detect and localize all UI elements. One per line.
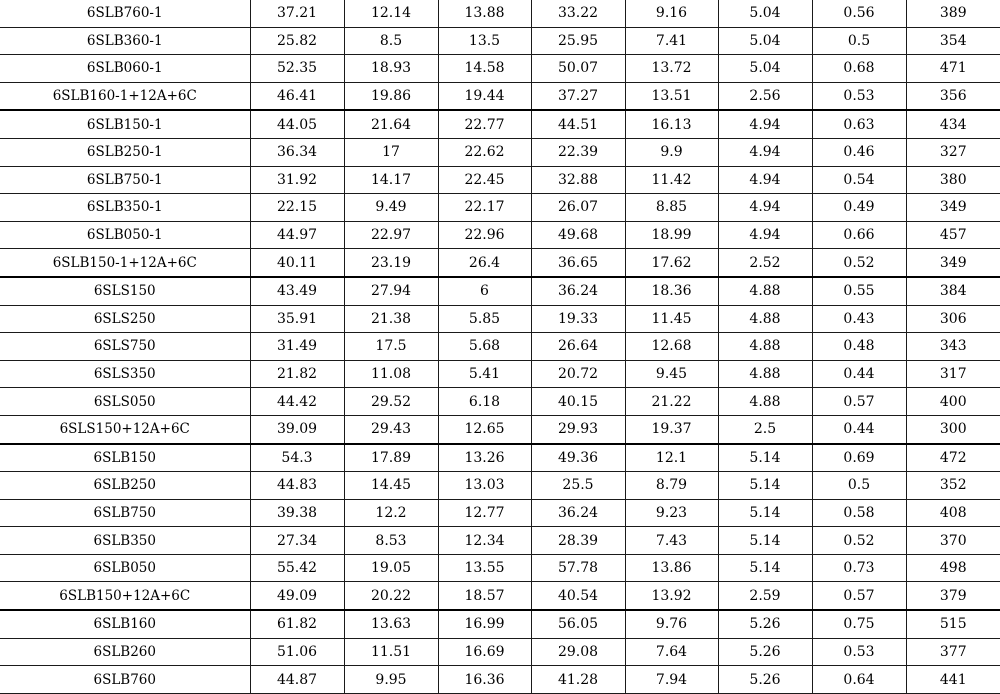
value-cell: 0.5 xyxy=(812,27,906,55)
value-cell: 0.63 xyxy=(812,110,906,138)
value-cell: 0.55 xyxy=(812,277,906,305)
value-cell: 9.49 xyxy=(344,194,438,222)
value-cell: 9.23 xyxy=(625,499,718,527)
value-cell: 29.43 xyxy=(344,415,438,443)
table-row xyxy=(0,166,1000,194)
value-cell: 0.58 xyxy=(812,499,906,527)
value-cell: 349 xyxy=(906,194,1000,222)
value-cell: 29.52 xyxy=(344,388,438,416)
value-cell: 13.26 xyxy=(438,444,531,472)
row-name-cell: 6SLB750 xyxy=(0,499,250,527)
value-cell: 5.14 xyxy=(718,499,812,527)
table-row xyxy=(0,333,1000,361)
value-cell: 0.53 xyxy=(812,82,906,110)
value-cell: 17.62 xyxy=(625,249,718,277)
table-row xyxy=(0,472,1000,500)
table-row xyxy=(0,554,1000,582)
value-cell: 5.26 xyxy=(718,638,812,666)
value-cell: 13.55 xyxy=(438,554,531,582)
value-cell: 17 xyxy=(344,138,438,166)
value-cell: 6 xyxy=(438,277,531,305)
value-cell: 343 xyxy=(906,333,1000,361)
value-cell: 5.41 xyxy=(438,360,531,388)
value-cell: 0.44 xyxy=(812,415,906,443)
value-cell: 49.36 xyxy=(531,444,625,472)
value-cell: 0.52 xyxy=(812,527,906,555)
value-cell: 0.75 xyxy=(812,610,906,638)
value-cell: 7.41 xyxy=(625,27,718,55)
value-cell: 13.88 xyxy=(438,0,531,27)
value-cell: 61.82 xyxy=(250,610,344,638)
value-cell: 12.68 xyxy=(625,333,718,361)
table-row xyxy=(0,638,1000,666)
table-row xyxy=(0,582,1000,610)
table-row xyxy=(0,221,1000,249)
value-cell: 457 xyxy=(906,221,1000,249)
table-row xyxy=(0,55,1000,83)
value-cell: 29.93 xyxy=(531,415,625,443)
value-cell: 11.51 xyxy=(344,638,438,666)
table-row xyxy=(0,0,1000,27)
value-cell: 36.34 xyxy=(250,138,344,166)
value-cell: 22.45 xyxy=(438,166,531,194)
value-cell: 515 xyxy=(906,610,1000,638)
value-cell: 2.56 xyxy=(718,82,812,110)
value-cell: 4.88 xyxy=(718,277,812,305)
value-cell: 13.03 xyxy=(438,472,531,500)
value-cell: 12.65 xyxy=(438,415,531,443)
value-cell: 400 xyxy=(906,388,1000,416)
value-cell: 370 xyxy=(906,527,1000,555)
value-cell: 5.68 xyxy=(438,333,531,361)
value-cell: 37.21 xyxy=(250,0,344,27)
row-name-cell: 6SLB350 xyxy=(0,527,250,555)
value-cell: 408 xyxy=(906,499,1000,527)
value-cell: 0.5 xyxy=(812,472,906,500)
row-name-cell: 6SLB260 xyxy=(0,638,250,666)
value-cell: 5.14 xyxy=(718,472,812,500)
value-cell: 0.57 xyxy=(812,582,906,610)
value-cell: 44.05 xyxy=(250,110,344,138)
row-name-cell: 6SLB750-1 xyxy=(0,166,250,194)
value-cell: 13.51 xyxy=(625,82,718,110)
row-name-cell: 6SLB150 xyxy=(0,444,250,472)
value-cell: 29.08 xyxy=(531,638,625,666)
value-cell: 7.94 xyxy=(625,666,718,694)
value-cell: 44.87 xyxy=(250,666,344,694)
value-cell: 27.34 xyxy=(250,527,344,555)
row-name-cell: 6SLB150+12A+6C xyxy=(0,582,250,610)
value-cell: 39.09 xyxy=(250,415,344,443)
value-cell: 12.2 xyxy=(344,499,438,527)
value-cell: 49.09 xyxy=(250,582,344,610)
value-cell: 5.85 xyxy=(438,305,531,333)
value-cell: 54.3 xyxy=(250,444,344,472)
value-cell: 43.49 xyxy=(250,277,344,305)
value-cell: 377 xyxy=(906,638,1000,666)
row-name-cell: 6SLB250-1 xyxy=(0,138,250,166)
value-cell: 41.28 xyxy=(531,666,625,694)
value-cell: 5.26 xyxy=(718,666,812,694)
value-cell: 4.88 xyxy=(718,305,812,333)
value-cell: 26.07 xyxy=(531,194,625,222)
value-cell: 39.38 xyxy=(250,499,344,527)
value-cell: 0.57 xyxy=(812,388,906,416)
value-cell: 13.92 xyxy=(625,582,718,610)
value-cell: 12.77 xyxy=(438,499,531,527)
value-cell: 300 xyxy=(906,415,1000,443)
row-name-cell: 6SLS350 xyxy=(0,360,250,388)
value-cell: 5.14 xyxy=(718,444,812,472)
value-cell: 389 xyxy=(906,0,1000,27)
value-cell: 44.83 xyxy=(250,472,344,500)
value-cell: 25.95 xyxy=(531,27,625,55)
value-cell: 17.89 xyxy=(344,444,438,472)
value-cell: 19.33 xyxy=(531,305,625,333)
value-cell: 498 xyxy=(906,554,1000,582)
row-name-cell: 6SLB760-1 xyxy=(0,0,250,27)
value-cell: 16.99 xyxy=(438,610,531,638)
value-cell: 11.08 xyxy=(344,360,438,388)
value-cell: 0.44 xyxy=(812,360,906,388)
value-cell: 22.17 xyxy=(438,194,531,222)
value-cell: 0.66 xyxy=(812,221,906,249)
value-cell: 13.63 xyxy=(344,610,438,638)
value-cell: 49.68 xyxy=(531,221,625,249)
value-cell: 5.26 xyxy=(718,610,812,638)
value-cell: 8.79 xyxy=(625,472,718,500)
value-cell: 0.73 xyxy=(812,554,906,582)
value-cell: 4.94 xyxy=(718,110,812,138)
value-cell: 379 xyxy=(906,582,1000,610)
value-cell: 0.52 xyxy=(812,249,906,277)
value-cell: 5.04 xyxy=(718,0,812,27)
value-cell: 19.86 xyxy=(344,82,438,110)
value-cell: 21.38 xyxy=(344,305,438,333)
value-cell: 19.05 xyxy=(344,554,438,582)
table-row xyxy=(0,249,1000,277)
value-cell: 21.64 xyxy=(344,110,438,138)
value-cell: 20.22 xyxy=(344,582,438,610)
table-row xyxy=(0,666,1000,694)
table-row xyxy=(0,360,1000,388)
value-cell: 13.72 xyxy=(625,55,718,83)
value-cell: 13.5 xyxy=(438,27,531,55)
row-name-cell: 6SLB060-1 xyxy=(0,55,250,83)
table-row xyxy=(0,444,1000,472)
value-cell: 11.42 xyxy=(625,166,718,194)
value-cell: 4.94 xyxy=(718,194,812,222)
row-name-cell: 6SLB250 xyxy=(0,472,250,500)
table-row xyxy=(0,277,1000,305)
value-cell: 12.14 xyxy=(344,0,438,27)
value-cell: 0.69 xyxy=(812,444,906,472)
value-cell: 36.65 xyxy=(531,249,625,277)
value-cell: 4.88 xyxy=(718,388,812,416)
value-cell: 36.24 xyxy=(531,499,625,527)
row-name-cell: 6SLS250 xyxy=(0,305,250,333)
row-name-cell: 6SLS150 xyxy=(0,277,250,305)
value-cell: 11.45 xyxy=(625,305,718,333)
value-cell: 0.53 xyxy=(812,638,906,666)
value-cell: 7.64 xyxy=(625,638,718,666)
value-cell: 0.64 xyxy=(812,666,906,694)
value-cell: 8.53 xyxy=(344,527,438,555)
row-name-cell: 6SLB160 xyxy=(0,610,250,638)
table-row xyxy=(0,138,1000,166)
value-cell: 12.34 xyxy=(438,527,531,555)
value-cell: 35.91 xyxy=(250,305,344,333)
value-cell: 56.05 xyxy=(531,610,625,638)
value-cell: 20.72 xyxy=(531,360,625,388)
value-cell: 22.15 xyxy=(250,194,344,222)
value-cell: 31.92 xyxy=(250,166,344,194)
value-cell: 0.43 xyxy=(812,305,906,333)
table-row xyxy=(0,305,1000,333)
value-cell: 51.06 xyxy=(250,638,344,666)
value-cell: 26.64 xyxy=(531,333,625,361)
value-cell: 5.14 xyxy=(718,527,812,555)
value-cell: 46.41 xyxy=(250,82,344,110)
value-cell: 9.16 xyxy=(625,0,718,27)
row-name-cell: 6SLB350-1 xyxy=(0,194,250,222)
value-cell: 306 xyxy=(906,305,1000,333)
value-cell: 327 xyxy=(906,138,1000,166)
value-cell: 14.58 xyxy=(438,55,531,83)
value-cell: 40.15 xyxy=(531,388,625,416)
value-cell: 44.42 xyxy=(250,388,344,416)
value-cell: 2.59 xyxy=(718,582,812,610)
value-cell: 12.1 xyxy=(625,444,718,472)
value-cell: 19.37 xyxy=(625,415,718,443)
value-cell: 380 xyxy=(906,166,1000,194)
value-cell: 472 xyxy=(906,444,1000,472)
value-cell: 23.19 xyxy=(344,249,438,277)
value-cell: 22.62 xyxy=(438,138,531,166)
value-cell: 5.04 xyxy=(718,55,812,83)
value-cell: 2.5 xyxy=(718,415,812,443)
value-cell: 13.86 xyxy=(625,554,718,582)
value-cell: 14.17 xyxy=(344,166,438,194)
value-cell: 0.46 xyxy=(812,138,906,166)
value-cell: 4.94 xyxy=(718,166,812,194)
value-cell: 22.39 xyxy=(531,138,625,166)
table-row xyxy=(0,499,1000,527)
table-row xyxy=(0,415,1000,443)
value-cell: 31.49 xyxy=(250,333,344,361)
value-cell: 28.39 xyxy=(531,527,625,555)
value-cell: 50.07 xyxy=(531,55,625,83)
value-cell: 16.13 xyxy=(625,110,718,138)
value-cell: 6.18 xyxy=(438,388,531,416)
value-cell: 18.93 xyxy=(344,55,438,83)
value-cell: 26.4 xyxy=(438,249,531,277)
table-row xyxy=(0,110,1000,138)
value-cell: 4.94 xyxy=(718,138,812,166)
value-cell: 354 xyxy=(906,27,1000,55)
value-cell: 2.52 xyxy=(718,249,812,277)
value-cell: 40.54 xyxy=(531,582,625,610)
value-cell: 37.27 xyxy=(531,82,625,110)
value-cell: 18.57 xyxy=(438,582,531,610)
value-cell: 16.69 xyxy=(438,638,531,666)
value-cell: 18.99 xyxy=(625,221,718,249)
table-row xyxy=(0,194,1000,222)
value-cell: 4.88 xyxy=(718,333,812,361)
value-cell: 44.51 xyxy=(531,110,625,138)
value-cell: 356 xyxy=(906,82,1000,110)
value-cell: 55.42 xyxy=(250,554,344,582)
value-cell: 8.5 xyxy=(344,27,438,55)
value-cell: 14.45 xyxy=(344,472,438,500)
row-name-cell: 6SLS150+12A+6C xyxy=(0,415,250,443)
value-cell: 0.56 xyxy=(812,0,906,27)
row-name-cell: 6SLB050-1 xyxy=(0,221,250,249)
value-cell: 9.95 xyxy=(344,666,438,694)
value-cell: 471 xyxy=(906,55,1000,83)
table-row xyxy=(0,82,1000,110)
value-cell: 0.48 xyxy=(812,333,906,361)
value-cell: 4.94 xyxy=(718,221,812,249)
value-cell: 5.14 xyxy=(718,554,812,582)
value-cell: 0.68 xyxy=(812,55,906,83)
value-cell: 9.76 xyxy=(625,610,718,638)
value-cell: 27.94 xyxy=(344,277,438,305)
table-row xyxy=(0,388,1000,416)
value-cell: 9.9 xyxy=(625,138,718,166)
value-cell: 25.5 xyxy=(531,472,625,500)
row-name-cell: 6SLB760 xyxy=(0,666,250,694)
row-name-cell: 6SLB150-1+12A+6C xyxy=(0,249,250,277)
table-row xyxy=(0,527,1000,555)
value-cell: 8.85 xyxy=(625,194,718,222)
value-cell: 22.96 xyxy=(438,221,531,249)
value-cell: 40.11 xyxy=(250,249,344,277)
value-cell: 21.82 xyxy=(250,360,344,388)
value-cell: 349 xyxy=(906,249,1000,277)
value-cell: 17.5 xyxy=(344,333,438,361)
value-cell: 52.35 xyxy=(250,55,344,83)
value-cell: 0.49 xyxy=(812,194,906,222)
value-cell: 32.88 xyxy=(531,166,625,194)
value-cell: 33.22 xyxy=(531,0,625,27)
value-cell: 22.77 xyxy=(438,110,531,138)
value-cell: 0.54 xyxy=(812,166,906,194)
value-cell: 441 xyxy=(906,666,1000,694)
value-cell: 19.44 xyxy=(438,82,531,110)
value-cell: 21.22 xyxy=(625,388,718,416)
row-name-cell: 6SLS050 xyxy=(0,388,250,416)
table-row xyxy=(0,610,1000,638)
row-name-cell: 6SLS750 xyxy=(0,333,250,361)
value-cell: 36.24 xyxy=(531,277,625,305)
row-name-cell: 6SLB050 xyxy=(0,554,250,582)
value-cell: 317 xyxy=(906,360,1000,388)
value-cell: 384 xyxy=(906,277,1000,305)
row-name-cell: 6SLB160-1+12A+6C xyxy=(0,82,250,110)
value-cell: 25.82 xyxy=(250,27,344,55)
value-cell: 7.43 xyxy=(625,527,718,555)
value-cell: 16.36 xyxy=(438,666,531,694)
row-name-cell: 6SLB360-1 xyxy=(0,27,250,55)
value-cell: 9.45 xyxy=(625,360,718,388)
table-row xyxy=(0,27,1000,55)
value-cell: 18.36 xyxy=(625,277,718,305)
value-cell: 5.04 xyxy=(718,27,812,55)
value-cell: 57.78 xyxy=(531,554,625,582)
value-cell: 22.97 xyxy=(344,221,438,249)
value-cell: 44.97 xyxy=(250,221,344,249)
row-name-cell: 6SLB150-1 xyxy=(0,110,250,138)
value-cell: 352 xyxy=(906,472,1000,500)
value-cell: 434 xyxy=(906,110,1000,138)
value-cell: 4.88 xyxy=(718,360,812,388)
